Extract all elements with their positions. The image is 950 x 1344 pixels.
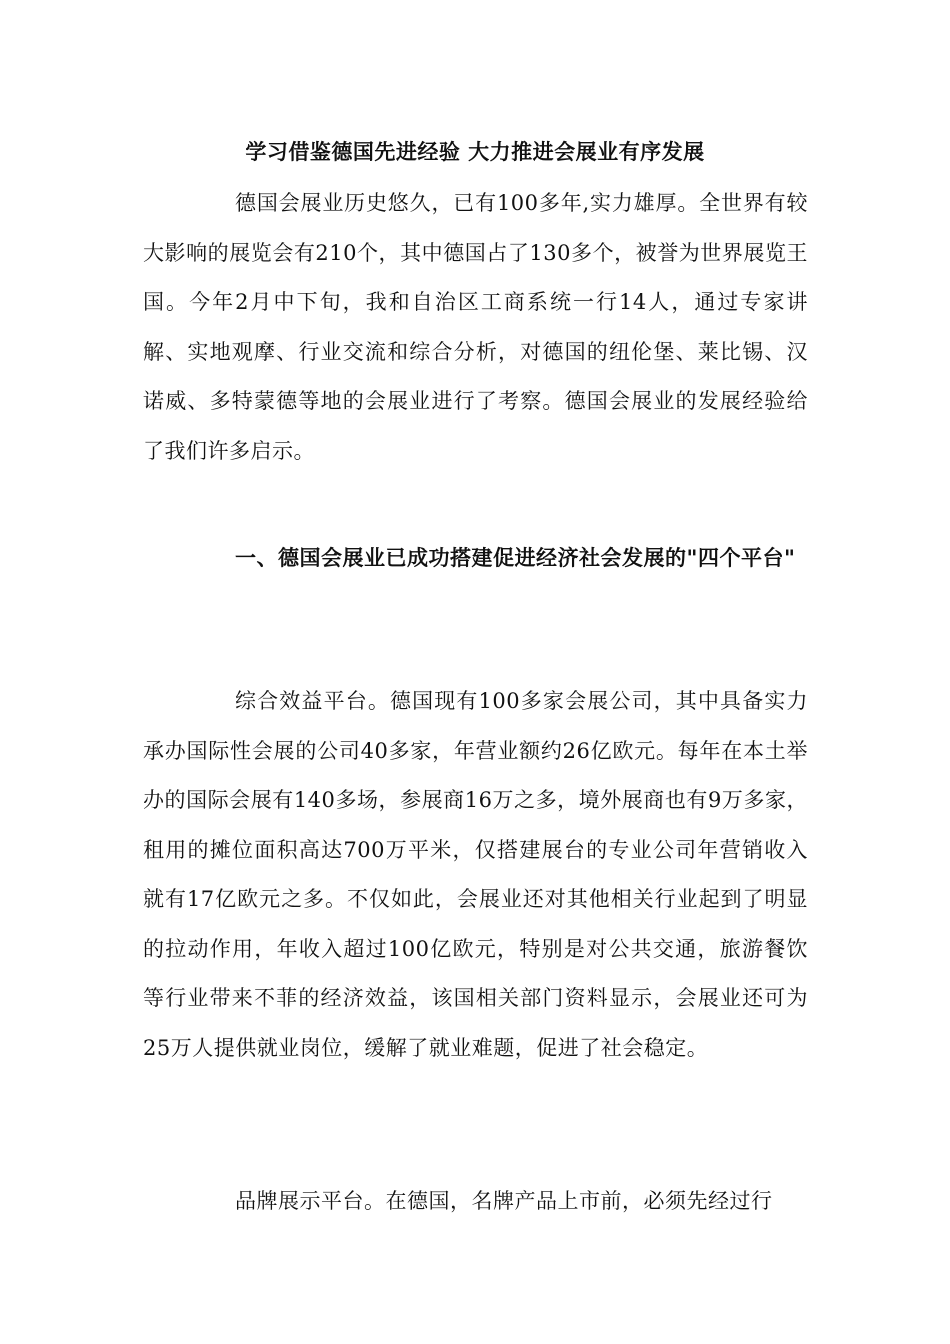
comprehensive-benefit-paragraph: 综合效益平台。德国现有100多家会展公司，其中具备实力承办国际性会展的公司40多家，年营业额约26亿欧元。每年在本土举办的国际会展有140多场，参展商16万之多，境外展商也有9万多家，租用的摊位面积高达700万平米，仅搭建展台的专业公司年营销收入就有17亿欧元之多。不仅如此，会展业还对其他相关行业起到了明显的拉动作用，年收入超过100亿欧元，特别是对公共交通，旅游餐饮等行业带来不菲的经济效益，该国相关部门资料显示，会展业还可为25万人提供就业岗位，缓解了就业难题，促进了社会稳定。 <box>143 689 808 1060</box>
intro-paragraph: 德国会展业历史悠久，已有100多年,实力雄厚。全世界有较大影响的展览会有210个，其中德国占了130多个，被誉为世界展览王国。今年2月中下旬，我和自治区工商系统一行14人，通过专家讲解、实地观摩、行业交流和综合分析，对德国的纽伦堡、莱比锡、汉诺威、多特蒙德等地的会展业进行了考察。德国会展业的发展经验给了我们许多启示。 <box>143 191 808 463</box>
document-title: 学习借鉴德国先进经验 大力推进会展业有序发展 <box>245 140 705 164</box>
section-heading: 一、德国会展业已成功搭建促进经济社会发展的"四个平台" <box>235 546 796 570</box>
brand-display-paragraph: 品牌展示平台。在德国，名牌产品上市前，必须先经过行 <box>235 1189 773 1213</box>
